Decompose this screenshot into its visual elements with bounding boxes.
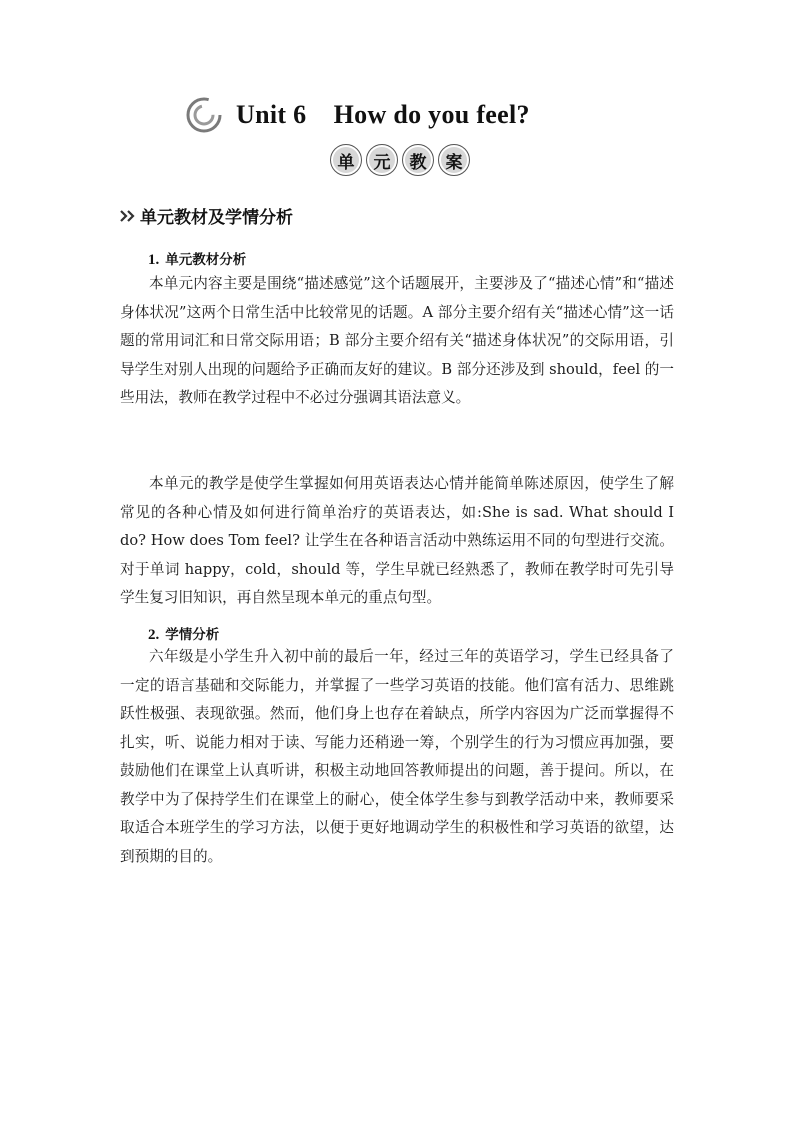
section-heading-text: 单元教材及学情分析 [140,208,293,228]
paragraph-3: 六年级是小学生升入初中前的最后一年，经过三年的英语学习，学生已经具备了一定的语言基础和交际能力，并掌握了一些学习英语的技能。他们富有活力、思维跳跃性极强、表现欲强。然而，他们身上也存在着缺点，所学内容因为广泛而掌握得不扎实，听、说能力相对于读、写能力还稍逊一筹，个别学生的行为习惯应再加强，要鼓励他们在课堂上认真听讲，积极主动地回答教师提出的问题，善于提问。所以，在教学中为了保持学生们在课堂上的耐心，使全体学生参与到教学活动中来，教师要采取适合本班学生的学习方法，以便于更好地调动学生的积极性和学习英语的欲望，达到预期的目的。 [120,648,674,865]
paragraph-1: 本单元内容主要是围绕“描述感觉”这个话题展开，主要涉及了“描述心情”和“描述身体状况”这两个日常生活中比较常见的话题。A 部分主要介绍有关“描述心情”这一话题的常用词汇和日常交际用语；B 部分主要介绍有关“描述身体状况”的交际用语，引导学生对别人出现的问题给予正确而友好的建议。B 部分还涉及到 should，feel 的一些用法，教师在教学过程中不必过分强调其语法意义。 [120,275,674,406]
badge-char: 教 [402,144,434,176]
subheading-2 [148,623,219,644]
page-title: Unit 6 How do you feel? [236,100,530,129]
swirl-icon [186,97,222,133]
unit-title-row [186,90,530,140]
subheading-1 [148,248,246,269]
paragraph-2: 本单元的教学是使学生掌握如何用英语表达心情并能简单陈述原因，使学生了解常见的各种心情及如何进行简单治疗的英语表达，如:She is sad. What should I do? How does Tom feel? 让学生在各种语言活动中熟练运用不同的句型进行交流。对于单词 happy，cold，should 等，学生早就已经熟悉了，教师在教学时可先引导学生复习旧知识，再自然呈现本单元的重点句型。 [120,475,674,606]
subheading-label: 单元教材分析 [165,252,247,268]
subheading-number: 2. [148,627,160,643]
double-chevron-icon [120,209,138,223]
subheading-label: 学情分析 [165,627,220,643]
badge-char: 元 [366,144,398,176]
lesson-plan-badge [330,144,470,176]
badge-char: 单 [330,144,362,176]
section-heading [120,203,293,228]
badge-char: 案 [438,144,470,176]
subheading-number: 1. [148,252,160,268]
